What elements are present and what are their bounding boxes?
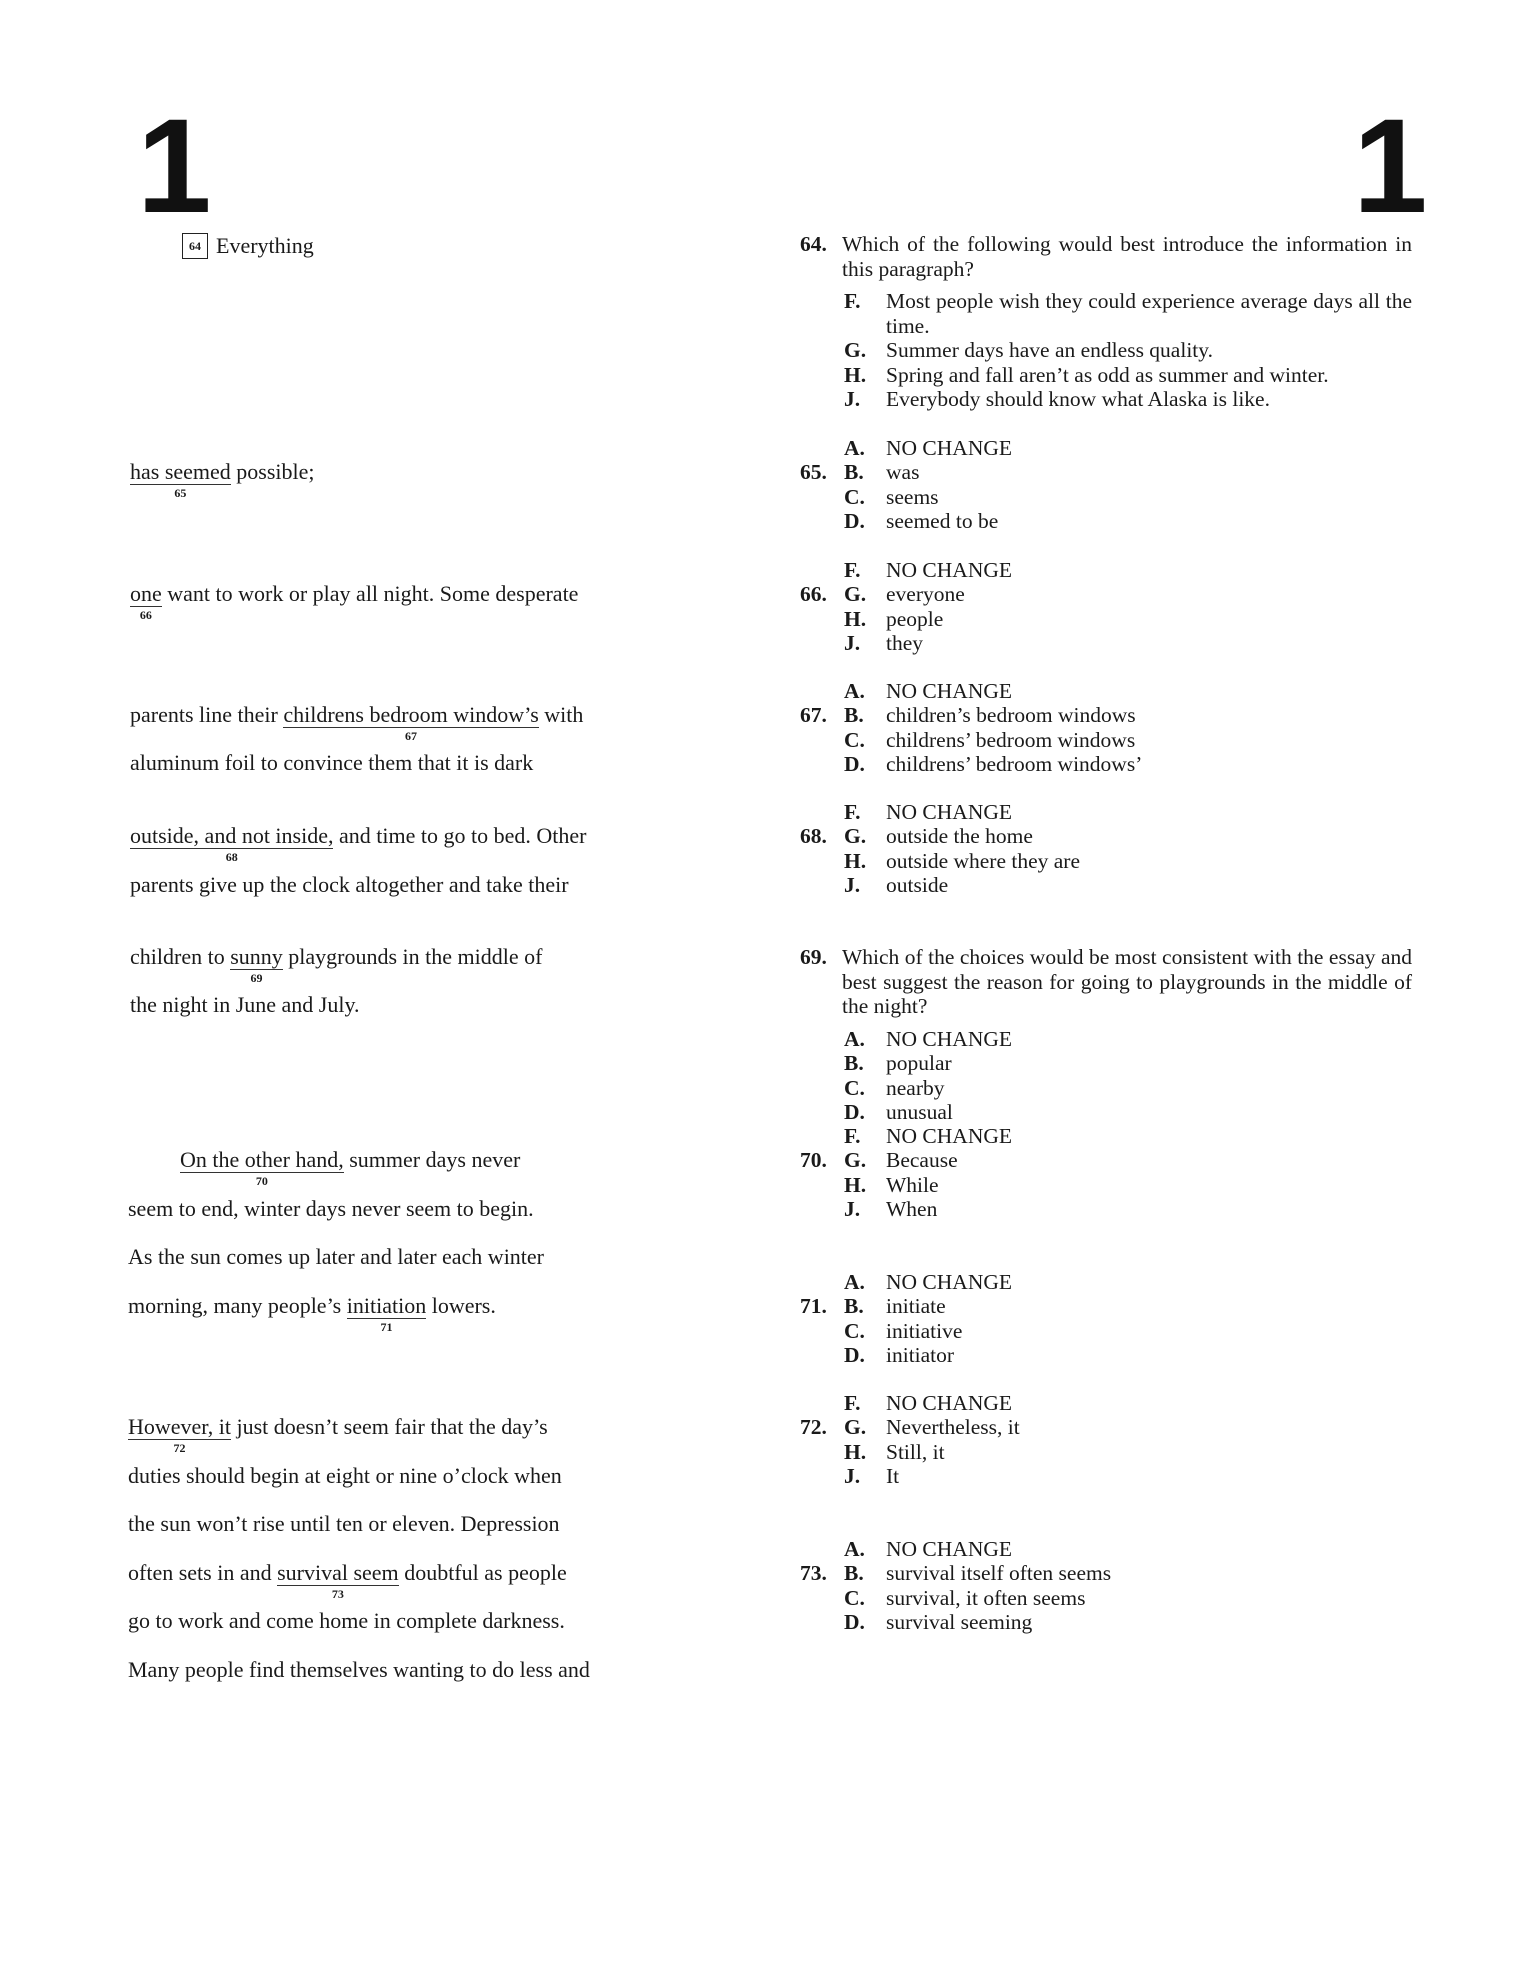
answer-option[interactable] — [800, 1343, 1412, 1368]
option-letter: B. — [844, 1294, 864, 1318]
passage-line: aluminum foil to convince them that it is dark — [130, 750, 534, 775]
question-ref-number: 66 — [139, 608, 152, 622]
answer-option[interactable] — [800, 1148, 1412, 1173]
option-text: childrens’ bedroom windows — [886, 727, 1136, 752]
option-letter: C. — [844, 1585, 865, 1610]
answer-option[interactable] — [800, 631, 1412, 656]
option-text: Summer days have an endless quality. — [886, 338, 1214, 362]
answer-option[interactable] — [800, 485, 1412, 510]
underlined-text: childrens bedroom window’s — [283, 702, 539, 727]
passage-text: just doesn’t seem fair that the day’s — [230, 1414, 548, 1439]
option-text: When — [886, 1197, 938, 1221]
answer-option[interactable] — [800, 1027, 1412, 1052]
question-66 — [800, 557, 1412, 656]
passage-text: want to work or play all night. Some desperate — [161, 581, 579, 606]
passage-line: parents give up the clock altogether and take their — [130, 872, 569, 897]
answer-option[interactable] — [800, 1051, 1412, 1076]
answer-option[interactable] — [800, 436, 1412, 461]
option-letter: J. — [844, 387, 861, 411]
option-text: initiator — [886, 1343, 955, 1367]
answer-option[interactable] — [800, 1586, 1412, 1611]
option-text: It — [886, 1464, 900, 1488]
option-letter: H. — [844, 606, 867, 631]
option-letter: F. — [844, 1123, 861, 1148]
answer-option[interactable] — [800, 703, 1412, 728]
answer-option[interactable] — [800, 849, 1412, 874]
option-letter: G. — [844, 582, 867, 606]
answer-option[interactable] — [800, 363, 1412, 388]
question-number: 66. — [800, 582, 827, 606]
passage-line: duties should begin at eight or nine o’clock when — [128, 1463, 562, 1488]
question-ref-number: 65 — [174, 486, 187, 500]
option-letter: D. — [844, 752, 865, 776]
passage-text: with — [538, 702, 584, 727]
question-number: 72. — [800, 1415, 827, 1439]
option-text: survival itself often seems — [886, 1561, 1112, 1585]
underlined-portion[interactable] — [128, 1414, 231, 1455]
question-71 — [800, 1269, 1412, 1368]
passage-text: children to — [130, 944, 231, 969]
question-67 — [800, 678, 1412, 777]
question-number: 73. — [800, 1561, 827, 1585]
passage-line — [130, 701, 584, 743]
passage-line — [130, 822, 587, 864]
answer-option[interactable] — [800, 1197, 1412, 1222]
answer-option[interactable] — [800, 679, 1412, 704]
passage-text: possible; — [230, 459, 315, 484]
option-letter: H. — [844, 1172, 867, 1197]
answer-option[interactable] — [800, 460, 1412, 485]
option-letter: F. — [844, 289, 861, 313]
option-letter: J. — [844, 631, 861, 655]
option-text: outside the home — [886, 824, 1033, 848]
option-letter: A. — [844, 1026, 865, 1051]
option-letter: B. — [844, 1051, 864, 1075]
passage-line — [180, 1146, 521, 1188]
answer-option[interactable] — [800, 1537, 1412, 1562]
option-text: While — [886, 1172, 939, 1197]
option-text: NO CHANGE — [886, 1026, 1013, 1051]
question-number: 70. — [800, 1148, 827, 1172]
option-text: NO CHANGE — [886, 1123, 1013, 1148]
option-letter: G. — [844, 1148, 867, 1172]
answer-option[interactable] — [800, 800, 1412, 825]
answer-option[interactable] — [800, 824, 1412, 849]
answer-option[interactable] — [800, 338, 1412, 363]
section-number-right: 1 — [1353, 92, 1428, 241]
option-text: Everybody should know what Alaska is like. — [886, 387, 1270, 411]
option-text: survival, it often seems — [886, 1585, 1086, 1610]
option-letter: H. — [844, 1439, 867, 1464]
answer-option[interactable] — [800, 1391, 1412, 1416]
option-text: popular — [886, 1051, 952, 1075]
question-number: 64. — [800, 232, 827, 256]
question-ref-number: 67 — [405, 729, 418, 743]
answer-option[interactable] — [800, 752, 1412, 777]
option-text: Most people wish they could experience average days all the time. — [886, 289, 1412, 338]
passage-line: the night in June and July. — [130, 992, 360, 1017]
option-letter: J. — [844, 873, 861, 897]
passage-text: lowers. — [426, 1293, 496, 1318]
option-text: seems — [886, 484, 939, 509]
question-73 — [800, 1536, 1412, 1635]
passage-line — [182, 232, 314, 261]
answer-option[interactable] — [800, 728, 1412, 753]
underlined-portion[interactable] — [130, 459, 231, 500]
option-text: NO CHANGE — [886, 557, 1013, 582]
option-letter: B. — [844, 460, 864, 484]
answer-option[interactable] — [800, 1173, 1412, 1198]
passage-text: doubtful as people — [398, 1560, 567, 1585]
option-letter: D. — [844, 1343, 865, 1367]
option-letter: A. — [844, 678, 865, 703]
question-64 — [800, 232, 1412, 412]
question-ref-number: 73 — [331, 1587, 344, 1601]
underlined-portion[interactable] — [283, 702, 539, 743]
passage-text: summer days never — [343, 1147, 521, 1172]
question-stem: Which of the choices would be most consistent with the essay and best suggest the reason for going to playgrounds in the middle of the night? — [842, 945, 1412, 1018]
answer-option[interactable] — [800, 289, 1412, 338]
option-text: initiate — [886, 1294, 946, 1318]
question-number: 67. — [800, 703, 827, 727]
section-number-left: 1 — [137, 92, 212, 241]
passage-line — [128, 1413, 548, 1455]
option-letter: H. — [844, 848, 867, 873]
option-letter: D. — [844, 1100, 865, 1124]
option-letter: F. — [844, 1390, 861, 1415]
passage-line — [128, 1292, 496, 1334]
answer-option[interactable] — [800, 607, 1412, 632]
passage-line — [130, 580, 579, 622]
passage-text: Everything — [216, 233, 314, 258]
option-text: seemed to be — [886, 509, 999, 533]
answer-option[interactable] — [800, 1561, 1412, 1586]
passage-text: morning, many people’s — [128, 1293, 347, 1318]
option-letter: C. — [844, 1318, 865, 1343]
option-text: childrens’ bedroom windows’ — [886, 752, 1143, 776]
underlined-portion[interactable] — [277, 1560, 399, 1601]
option-text: survival seeming — [886, 1610, 1033, 1634]
question-ref-number: 68 — [225, 850, 238, 864]
option-letter: J. — [844, 1464, 861, 1488]
option-letter: G. — [844, 1415, 867, 1439]
answer-option[interactable] — [800, 582, 1412, 607]
answer-option[interactable] — [800, 1464, 1412, 1489]
passage-line: seem to end, winter days never seem to begin. — [128, 1196, 534, 1221]
underlined-portion[interactable] — [130, 581, 162, 622]
passage-line — [130, 458, 315, 500]
option-letter: C. — [844, 484, 865, 509]
option-text: Nevertheless, it — [886, 1415, 1020, 1439]
underlined-portion[interactable] — [230, 944, 283, 985]
answer-option[interactable] — [800, 1610, 1412, 1635]
option-letter: B. — [844, 1561, 864, 1585]
question-number: 65. — [800, 460, 827, 484]
answer-option[interactable] — [800, 509, 1412, 534]
passage-line: the sun won’t rise until ten or eleven. Depression — [128, 1511, 560, 1536]
option-letter: B. — [844, 703, 864, 727]
option-text: they — [886, 631, 924, 655]
question-box-number[interactable]: 64 — [182, 233, 208, 259]
option-letter: A. — [844, 1269, 865, 1294]
option-text: everyone — [886, 582, 965, 606]
question-number: 71. — [800, 1294, 827, 1318]
option-letter: D. — [844, 1610, 865, 1634]
option-letter: H. — [844, 362, 867, 387]
option-text: Spring and fall aren’t as odd as summer and winter. — [886, 362, 1329, 387]
passage-line — [130, 943, 543, 985]
answer-option[interactable] — [800, 1415, 1412, 1440]
option-text: NO CHANGE — [886, 1269, 1013, 1294]
option-text: NO CHANGE — [886, 435, 1013, 460]
underlined-text: However, it — [128, 1414, 231, 1439]
option-text: initiative — [886, 1318, 963, 1343]
option-text: outside — [886, 873, 949, 897]
answer-option[interactable] — [800, 1076, 1412, 1101]
question-number: 68. — [800, 824, 827, 848]
option-text: Because — [886, 1148, 958, 1172]
option-letter: D. — [844, 509, 865, 533]
passage-text: and time to go to bed. Other — [333, 823, 587, 848]
option-text: NO CHANGE — [886, 1536, 1013, 1561]
answer-option[interactable] — [800, 558, 1412, 583]
answer-option[interactable] — [800, 1294, 1412, 1319]
question-stem: Which of the following would best introduce the information in this paragraph? — [842, 232, 1412, 281]
underlined-portion[interactable] — [130, 823, 334, 864]
option-text: Still, it — [886, 1439, 945, 1464]
question-65 — [800, 435, 1412, 534]
underlined-text: sunny — [230, 944, 283, 969]
underlined-text: has seemed — [130, 459, 231, 484]
option-letter: F. — [844, 557, 861, 582]
option-letter: C. — [844, 1075, 865, 1100]
passage-line: go to work and come home in complete darkness. — [128, 1608, 565, 1633]
underlined-text: one — [130, 581, 162, 606]
option-letter: G. — [844, 824, 867, 848]
underlined-text: initiation — [346, 1293, 427, 1318]
passage-text: often sets in and — [128, 1560, 278, 1585]
answer-option[interactable] — [800, 1100, 1412, 1125]
answer-option[interactable] — [800, 1270, 1412, 1295]
option-letter: J. — [844, 1197, 861, 1221]
answer-option[interactable] — [800, 1440, 1412, 1465]
passage-line — [128, 1559, 567, 1601]
option-letter: C. — [844, 727, 865, 752]
answer-option[interactable] — [800, 873, 1412, 898]
option-letter: A. — [844, 1536, 865, 1561]
option-letter: F. — [844, 799, 861, 824]
passage-line: Many people find themselves wanting to do less and — [128, 1657, 590, 1682]
question-ref-number: 71 — [380, 1320, 393, 1334]
question-68 — [800, 799, 1412, 898]
passage-text: playgrounds in the middle of — [282, 944, 543, 969]
option-letter: A. — [844, 435, 865, 460]
question-ref-number: 70 — [255, 1174, 268, 1188]
underlined-text: survival seem — [277, 1560, 399, 1585]
question-72 — [800, 1390, 1412, 1489]
answer-option[interactable] — [800, 1319, 1412, 1344]
question-69 — [800, 945, 1412, 1125]
option-letter: G. — [844, 338, 867, 362]
option-text: was — [886, 460, 920, 484]
underlined-portion[interactable] — [180, 1147, 344, 1188]
option-text: children’s bedroom windows — [886, 703, 1136, 727]
option-text: people — [886, 606, 944, 631]
answer-option[interactable] — [800, 1124, 1412, 1149]
underlined-text: outside, and not inside, — [130, 823, 334, 848]
question-number: 69. — [800, 945, 827, 969]
option-text: NO CHANGE — [886, 799, 1013, 824]
question-ref-number: 72 — [173, 1441, 186, 1455]
underlined-portion[interactable] — [346, 1293, 427, 1334]
question-ref-number: 69 — [250, 971, 263, 985]
option-text: nearby — [886, 1075, 945, 1100]
passage-line: As the sun comes up later and later each winter — [128, 1244, 545, 1269]
question-70 — [800, 1123, 1412, 1222]
passage-text: parents line their — [130, 702, 284, 727]
underlined-text: On the other hand, — [180, 1147, 344, 1172]
option-text: outside where they are — [886, 848, 1081, 873]
option-text: NO CHANGE — [886, 1390, 1013, 1415]
answer-option[interactable] — [800, 387, 1412, 412]
option-text: NO CHANGE — [886, 678, 1013, 703]
option-text: unusual — [886, 1100, 953, 1124]
